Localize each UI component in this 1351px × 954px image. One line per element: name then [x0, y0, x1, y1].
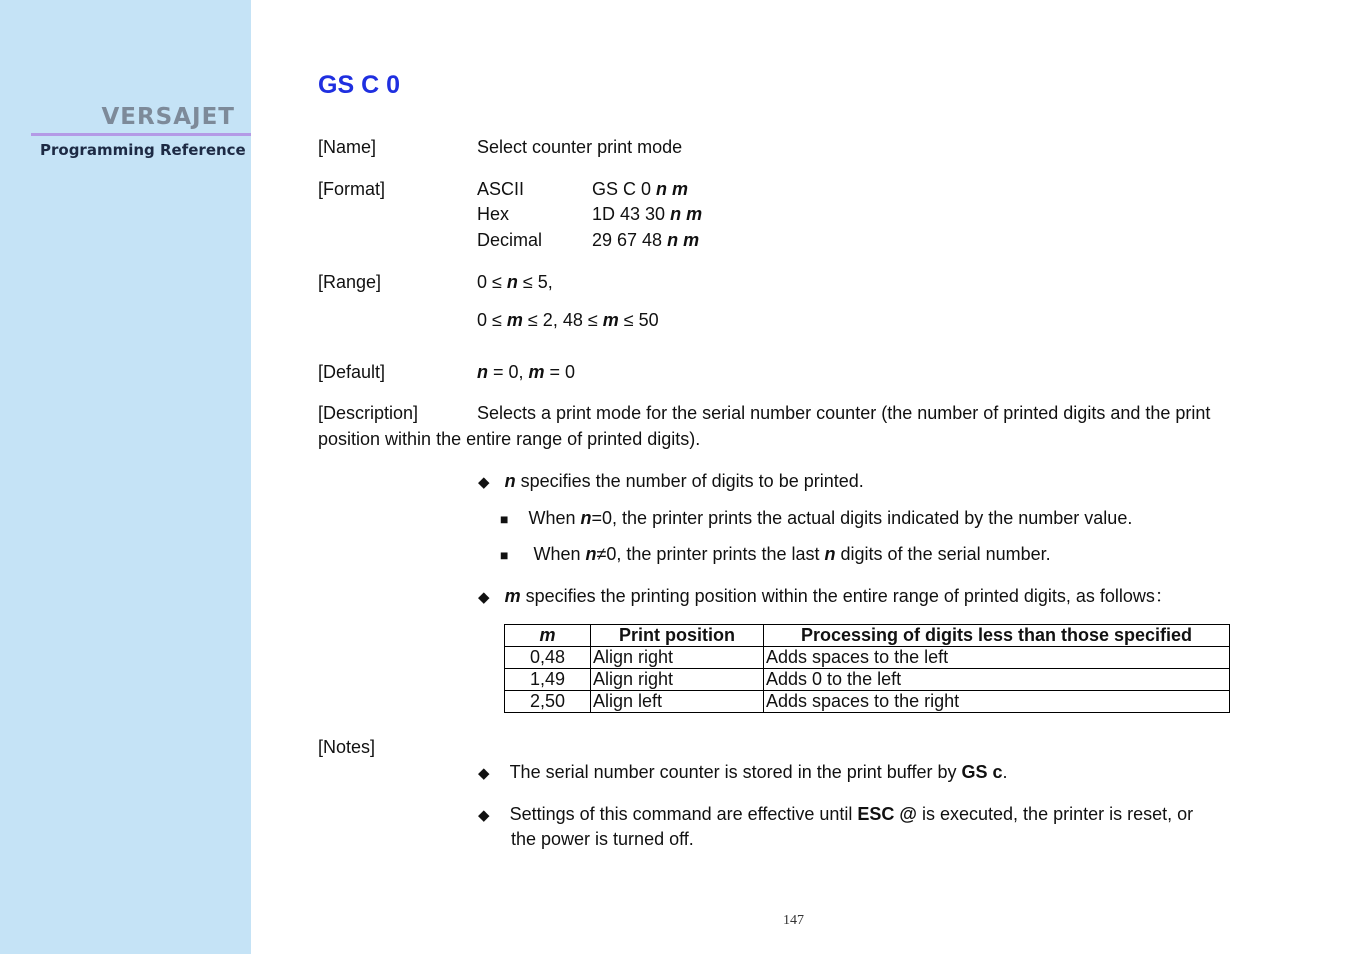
print-mode-table [504, 624, 1230, 713]
range-line-1: 0 ≤ n ≤ 5, [477, 272, 553, 292]
table-cell: Align right [591, 669, 764, 691]
table-row [505, 691, 1230, 713]
sidebar [0, 0, 251, 954]
format-code-ascii: GS C 0 n m [592, 179, 689, 199]
table-header: Print position [591, 625, 764, 647]
default-value: n = 0, m = 0 [477, 362, 576, 382]
page-title: GS C 0 [318, 71, 400, 99]
description-line-2: position within the entire range of printed digits). [318, 429, 701, 449]
brand-divider [31, 133, 251, 136]
page-number: 147 [783, 913, 804, 928]
name-label: [Name] [318, 137, 377, 157]
table-header-row [505, 625, 1230, 647]
note-2: ◆ Settings of this command are effective until ESC @ is executed, the printer is reset, or [478, 804, 1194, 824]
table-cell: Adds spaces to the right [764, 691, 1230, 713]
default-label: [Default] [318, 362, 386, 382]
format-code-decimal: 29 67 48 n m [592, 230, 700, 250]
range-line-2: 0 ≤ m ≤ 2, 48 ≤ m ≤ 50 [477, 310, 659, 330]
brand-logo: VERSAJET [101, 104, 235, 130]
table-header: Processing of digits less than those specified [764, 625, 1230, 647]
table-header: m [505, 625, 591, 647]
table-cell: 2,50 [505, 691, 591, 713]
square-bullet-icon: ■ [500, 547, 509, 563]
diamond-bullet-icon: ◆ [478, 765, 490, 782]
notes-label: [Notes] [318, 737, 376, 757]
bullet-n: ◆ n specifies the number of digits to be printed. [478, 471, 864, 491]
table-cell: Align right [591, 647, 764, 669]
table-cell: 0,48 [505, 647, 591, 669]
diamond-bullet-icon: ◆ [478, 807, 490, 824]
table-row [505, 669, 1230, 691]
diamond-bullet-icon: ◆ [478, 474, 490, 491]
format-code-hex: 1D 43 30 n m [592, 204, 703, 224]
description-label: [Description] [318, 403, 419, 423]
range-label: [Range] [318, 272, 382, 292]
table-cell: 1,49 [505, 669, 591, 691]
format-kind-ascii: ASCII [477, 179, 525, 199]
table-cell: Align left [591, 691, 764, 713]
sub-bullet-n-nonzero: ■ When n≠0, the printer prints the last n digits of the serial number. [500, 544, 1051, 564]
bullet-m: ◆ m specifies the printing position within the entire range of printed digits, as follows： [478, 586, 1173, 606]
format-label: [Format] [318, 179, 386, 199]
square-bullet-icon: ■ [500, 511, 509, 527]
table-cell: Adds 0 to the left [764, 669, 1230, 691]
format-kind-decimal: Decimal [477, 230, 543, 250]
table-cell: Adds spaces to the left [764, 647, 1230, 669]
description-line-1: Selects a print mode for the serial number counter (the number of printed digits and the print [477, 403, 1211, 423]
brand-subtitle: Programming Reference [40, 141, 246, 159]
diamond-bullet-icon: ◆ [478, 589, 490, 606]
table-row [505, 647, 1230, 669]
note-2-continuation: the power is turned off. [511, 829, 694, 849]
name-value: Select counter print mode [477, 137, 683, 157]
format-kind-hex: Hex [477, 204, 510, 224]
sub-bullet-n-zero: ■ When n=0, the printer prints the actual digits indicated by the number value. [500, 508, 1133, 528]
note-1: ◆ The serial number counter is stored in the print buffer by GS c. [478, 762, 1008, 782]
